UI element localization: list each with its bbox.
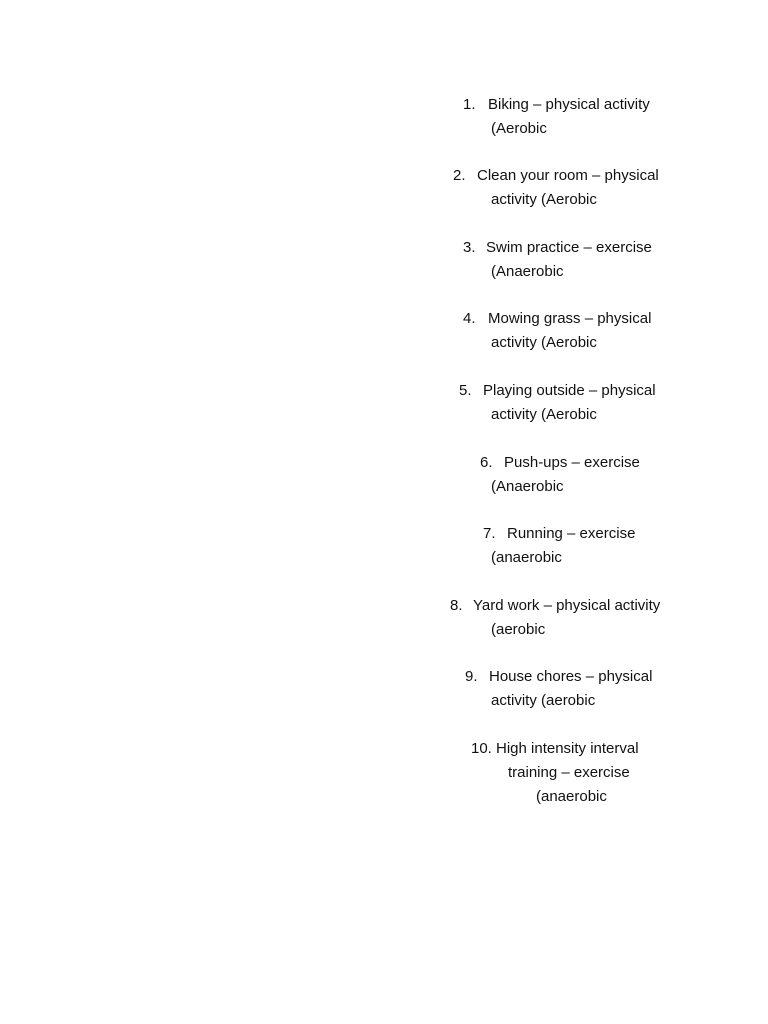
list-item-text-continued: (anaerobic <box>536 788 607 805</box>
list-item-text: Push-ups – exercise <box>504 454 640 471</box>
list-item-text: Swim practice – exercise <box>486 239 652 256</box>
list-item-text: Yard work – physical activity <box>473 597 661 614</box>
list-item <box>471 737 639 809</box>
list-item-number: 2. <box>453 167 466 184</box>
list-item <box>480 451 640 499</box>
list-item-text-continued: (aerobic <box>491 621 546 638</box>
list-item <box>450 594 660 642</box>
list-item-text: House chores – physical <box>489 668 653 685</box>
list-item-text-continued: training – exercise <box>508 764 630 781</box>
list-item-text: High intensity interval <box>496 740 639 757</box>
list-item <box>483 522 635 570</box>
list-item-text-continued: activity (Aerobic <box>491 406 597 423</box>
list-item-text-continued: (Aerobic <box>491 120 547 137</box>
list-item-text-continued: (Anaerobic <box>491 478 564 495</box>
list-item-text-continued: (Anaerobic <box>491 263 564 280</box>
list-item-number: 1. <box>463 96 476 113</box>
list-item-number: 10. <box>471 740 492 757</box>
list-item-number: 7. <box>483 525 496 542</box>
list-item-number: 8. <box>450 597 463 614</box>
list-item-number: 3. <box>463 239 476 256</box>
list-item-text: Biking – physical activity <box>488 96 650 113</box>
list-item-number: 5. <box>459 382 472 399</box>
list-item-text-continued: (anaerobic <box>491 549 562 566</box>
list-item-number: 4. <box>463 310 476 327</box>
list-item-text: Playing outside – physical <box>483 382 656 399</box>
list-item <box>463 307 651 355</box>
list-item <box>463 93 650 141</box>
list-item-text: Running – exercise <box>507 525 636 542</box>
list-item-number: 6. <box>480 454 493 471</box>
list-item-text-continued: activity (Aerobic <box>491 191 597 208</box>
list-item-text: Mowing grass – physical <box>488 310 652 327</box>
list-item-text-continued: activity (aerobic <box>491 692 596 709</box>
list-item-text-continued: activity (Aerobic <box>491 334 597 351</box>
list-item <box>459 379 656 427</box>
list-item-number: 9. <box>465 668 478 685</box>
list-item <box>463 236 652 284</box>
list-item <box>465 665 652 713</box>
list-item <box>453 164 659 212</box>
list-item-text: Clean your room – physical <box>477 167 659 184</box>
